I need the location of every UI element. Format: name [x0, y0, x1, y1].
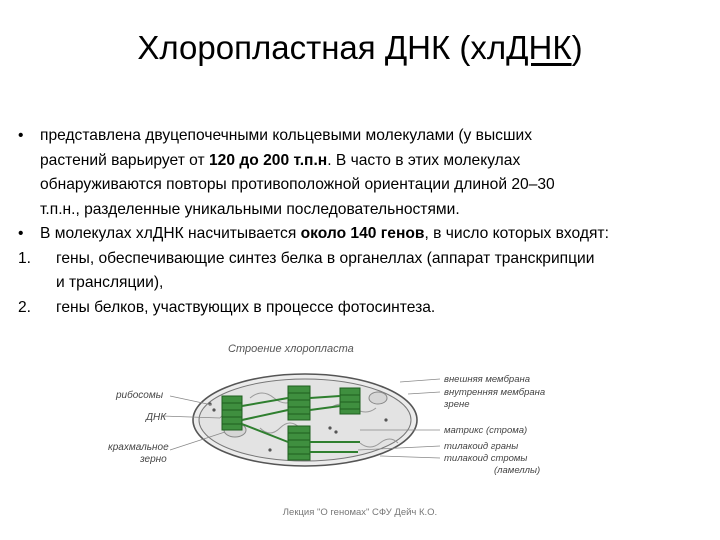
text-line: В молекулах хлДНК насчитывается около 140 генов, в число которых входят: — [40, 225, 609, 242]
label-matrix: матрикс (строма) — [444, 425, 528, 436]
figure-title: Строение хлоропласта — [228, 343, 354, 355]
text-line: представлена двуцепочечными кольцевыми молекулами (у высших — [40, 127, 532, 144]
chloroplast-diagram — [100, 358, 570, 488]
numbered-item-2 — [18, 296, 708, 321]
label-dna: ДНК — [146, 412, 167, 423]
granum-stack — [222, 396, 242, 430]
text-line: гены, обеспечивающие синтез белка в органеллах (аппарат транскрипции — [56, 249, 595, 267]
label-thylakoid-grana: тилакоид граны — [444, 441, 519, 452]
slide-title — [0, 18, 720, 78]
text-line: гены белков, участвующих в процессе фотосинтеза. — [56, 298, 436, 316]
label-inner-membrane-2: зрене — [444, 399, 470, 410]
bold-text: 120 до 200 т.п.н — [209, 151, 328, 169]
text-line: обнаруживаются повторы противоположной ориентации длиной 20–30 — [40, 176, 555, 193]
label-thylakoid-stroma: тилакоид стромы — [444, 453, 528, 464]
text-line: т.п.н., разделенные уникальными последовательностями. — [40, 200, 460, 218]
title-underlined: ДНК — [506, 29, 572, 66]
label-lamellae: (ламеллы) — [494, 465, 541, 476]
bold-text: около 140 генов — [300, 225, 425, 242]
starch-grain — [369, 392, 387, 404]
label-outer-membrane: внешняя мембрана — [444, 374, 530, 385]
granum-stack — [340, 388, 360, 414]
bullet-item-2 — [18, 222, 708, 247]
title-prefix: Хлоропластная ДНК (хл — [137, 29, 507, 66]
granum-stack — [288, 386, 310, 420]
bullet-item-1 — [18, 124, 708, 222]
text-line: и трансляции), — [56, 274, 164, 291]
numbered-item-1 — [18, 247, 708, 296]
number-marker: 2. — [18, 298, 32, 316]
bullet-marker: • — [18, 127, 24, 144]
bullet-marker: • — [18, 225, 24, 242]
label-ribosomes: рибосомы — [116, 390, 164, 401]
title-suffix: ) — [571, 29, 583, 66]
granum-stack — [288, 426, 310, 460]
text-line: растений варьирует от 120 до 200 т.п.н. В часто в этих молекулах — [40, 151, 521, 169]
number-marker: 1. — [18, 249, 32, 267]
slide-body — [18, 124, 708, 320]
footer-caption: Лекция "О геномах" СФУ Дейч К.О. — [282, 507, 438, 518]
label-inner-membrane: внутренняя мембрана — [444, 387, 546, 398]
label-starch-2: зерно — [140, 454, 167, 465]
label-starch-1: крахмальное — [108, 442, 169, 453]
